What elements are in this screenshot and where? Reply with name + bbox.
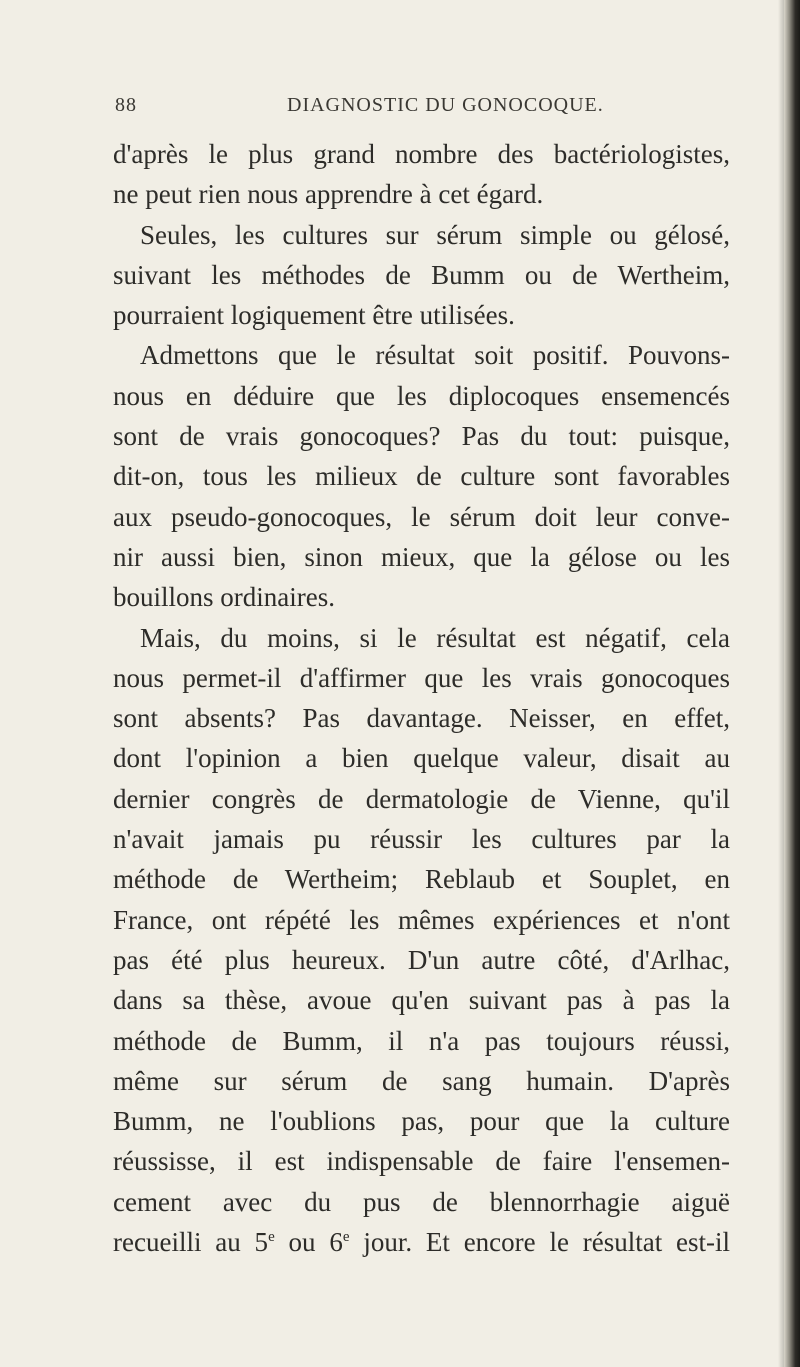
text-line: dont l'opinion a bien quelque valeur, disait au [113,743,730,774]
body-text [113,134,730,1262]
text-line: nous en déduire que les diplocoques ensemencés [113,380,730,411]
ordinal-superscript: e [268,1229,275,1246]
text-line: France, ont répété les mêmes expériences et n'ont [113,904,730,935]
text-line: Seules, les cultures sur sérum simple ou gélosé, [140,219,730,250]
running-head [115,94,735,124]
text-line: Bumm, ne l'oublions pas, pour que la culture [113,1106,730,1137]
text-fragment: jour. Et encore le résultat est-il [349,1227,731,1258]
page-edge-binding [784,0,800,1367]
text-line: n'avait jamais pu réussir les cultures par la [113,824,730,855]
text-line: dernier congrès de dermatologie de Vienne, qu'il [113,783,730,814]
text-line: ne peut rien nous apprendre à cet égard. [113,179,544,210]
text-line: pourraient logiquement être utilisées. [113,300,515,331]
text-line: nous permet-il d'affirmer que les vrais gonocoques [113,662,730,693]
page-number: 88 [115,94,137,116]
text-fragment: ou 6 [274,1227,343,1258]
text-line: aux pseudo-gonocoques, le sérum doit leur conve- [113,501,730,532]
text-line: pas été plus heureux. D'un autre côté, d'Arlhac, [113,944,730,975]
text-line: d'après le plus grand nombre des bactériologistes, [113,139,730,169]
text-line: Admettons que le résultat soit positif. Pouvons- [140,340,730,371]
text-line: sont absents? Pas davantage. Neisser, en effet, [113,703,730,734]
text-line: cement avec du pus de blennorrhagie aiguë [113,1186,730,1217]
text-line: bouillons ordinaires. [113,582,335,613]
running-title: DIAGNOSTIC DU GONOCOQUE. [287,94,604,116]
text-line: Mais, du moins, si le résultat est négatif, cela [140,622,730,653]
text-line: dans sa thèse, avoue qu'en suivant pas à pas la [113,985,730,1016]
text-line: nir aussi bien, sinon mieux, que la gélose ou les [113,541,730,572]
text-line-last [113,1222,730,1262]
text-line: méthode de Bumm, il n'a pas toujours réussi, [113,1025,730,1056]
ordinal-superscript: e [342,1229,350,1246]
text-line: sont de vrais gonocoques? Pas du tout: puisque, [113,421,730,452]
text-line: dit-on, tous les milieux de culture sont favorables [113,461,730,492]
text-line: suivant les méthodes de Bumm ou de Wertheim, [113,259,730,290]
text-line: réussisse, il est indispensable de faire l'ensemen- [113,1146,730,1177]
text-line: même sur sérum de sang humain. D'après [113,1065,730,1096]
text-line: méthode de Wertheim; Reblaub et Souplet, en [113,864,730,895]
text-fragment: recueilli au 5 [113,1227,269,1258]
